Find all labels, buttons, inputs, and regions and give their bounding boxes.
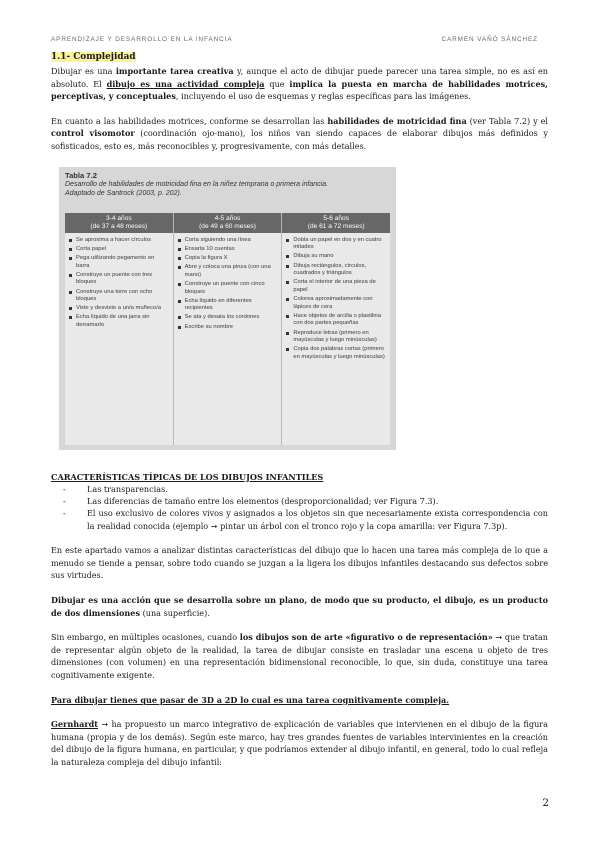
column-header: 4-5 años (de 49 a 60 meses) [174,213,282,233]
characteristics-list [51,483,548,533]
list-item: - El uso exclusivo de colores vivos y asignados a los objetos sin que necesariamente exista correspondencia con la realidad conocida (ejemplo ➞ pintar un árbol con el tronco rojo y la copa amarilla: ver Figura 7.3p). [51,507,548,532]
column-header: 5-6 años (de 61 a 72 meses) [282,213,390,233]
table-item: Reproduce letras (primero en mayúsculas y luego minúsculas) [286,330,386,345]
table-source: Adaptado de Santrock (2003, p. 202). [65,189,182,197]
table-item: Echa líquido en diferentes recipientes [178,298,278,313]
table-item: Construye una torre con ocho bloques [69,289,169,304]
column-header: 3-4 años (de 37 a 48 meses) [65,213,173,233]
characteristics-heading: CARACTERÍSTICAS TÍPICAS DE LOS DIBUJOS INFANTILES [51,471,324,482]
paragraph-intro: Dibujar es una importante tarea creativa y, aunque el acto de dibujar puede parecer una tarea simple, no es así en absoluto. El dibujo es una actividad compleja que implica la puesta en marcha de habilidades motrices, perceptivas, y conceptuales, incluyendo el uso de esquemas y reglas específicas para las imágenes. [51,66,548,102]
table-item: Ensarta 10 cuentas [178,246,278,254]
table-item: Se aproxima a hacer círculos [69,237,169,245]
table-item: Dobla un papel en dos y en cuatro mitades [286,237,386,252]
table-caption [65,171,390,198]
table-item: Se ata y desata los cordones [178,314,278,322]
page-body [51,52,548,769]
table-item: Dibuja rectángulos, círculos, cuadrados y triángulos [286,263,386,278]
table-7-2-figure [59,167,396,450]
table-item: Escribe su nombre [178,324,278,332]
table-column-5-6 [282,213,390,445]
table-item: Copia dos palabras cortas (primero en mayúsculas y luego minúsculas) [286,346,386,361]
section-title: 1.1- Complejidad [51,52,136,62]
running-header-right: CARMEN VAÑÓ SÁNCHEZ [441,36,538,43]
list-item: - Las transparencias. [51,483,548,495]
table-item: Copia la figura X [178,255,278,263]
paragraph-motricidad: En cuanto a las habilidades motrices, conforme se desarrollan las habilidades de motricidad fina (ver Tabla 7.2) y el control visomotor (coordinación ojo-mano), los niños van siendo capaces de elaborar dibujos más definidos y sofisticados, esto es, más reconocibles y, progresivamente, con más detalles. [51,115,548,151]
table-item: Construye un puente con tres bloques [69,272,169,287]
table-column-4-5 [174,213,283,445]
table-item: Viste y desviste a un/a muñeco/a [69,305,169,313]
table-item: Corta siguiendo una línea [178,237,278,245]
table-item: Construye un puente con cinco bloques [178,281,278,296]
paragraph-gernhardt: Gernhardt ➞ ha propuesto un marco integrativo de explicación de variables que intervienen en el dibujo de la figura humana (propia y de los demás). Según este marco, hay tres grandes fuentes de variables intervinientes en la creación del dibujo de la figura humana, en particular, y que podríamos extender al dibujo infantil, en general, todo lo cual refleja la naturaleza compleja del dibujo infantil: [51,719,548,767]
table-item: Dibuja su mano [286,253,386,261]
table-number: Tabla 7.2 [65,170,97,180]
table-item: Abre y coloca una pinza (con una mano) [178,264,278,279]
table-column-3-4 [65,213,174,445]
table-item: Pega utilizando pegamento en barra [69,255,169,270]
paragraph-3d-2d: Para dibujar tienes que pasar de 3D a 2D lo cual es una tarea cognitivamente compleja. [51,694,450,705]
table-description: Desarrollo de habilidades de motricidad fina en la niñez temprana o primera infancia. [65,180,329,188]
table-item: Echa líquido de una jarra sin derramarlo [69,314,169,329]
motor-skills-table [65,213,390,445]
paragraph-complejidad: En este apartado vamos a analizar distintas características del dibujo que lo hacen una tarea más compleja de lo que a menudo se tiende a pensar, sobre todo cuando se juzgan a la ligera los dibujos infantiles destacando sus defectos sobre sus virtudes. [51,545,548,581]
paragraph-dos-dimensiones: Dibujar es una acción que se desarrolla sobre un plano, de modo que su producto, el dibujo, es un producto de dos dimensiones (una superficie). [51,594,548,618]
list-item: - Las diferencias de tamaño entre los elementos (desproporcionalidad; ver Figura 7.3). [51,495,548,507]
table-item: Colorea aproximadamente con lápices de cera [286,296,386,311]
table-item: Hace objetos de arcilla o plastilina con dos partes pequeñas [286,313,386,328]
running-header-left: APRENDIZAJE Y DESARROLLO EN LA INFANCIA [51,36,233,43]
table-item: Corta papel [69,246,169,254]
paragraph-figurativo: Sin embargo, en múltiples ocasiones, cuando los dibujos son de arte «figurativo o de representación» ➞ que tratan de representar algún objeto de la realidad, la tarea de dibujar consiste en trasladar una escena u objeto de tres dimensiones (con volumen) en una representación bidimensional reconocible, lo que, sin duda, constituye una tarea cognitivamente exigente. [51,632,548,680]
page-number: 2 [542,797,549,809]
table-item: Corta el interior de una pieza de papel [286,279,386,294]
